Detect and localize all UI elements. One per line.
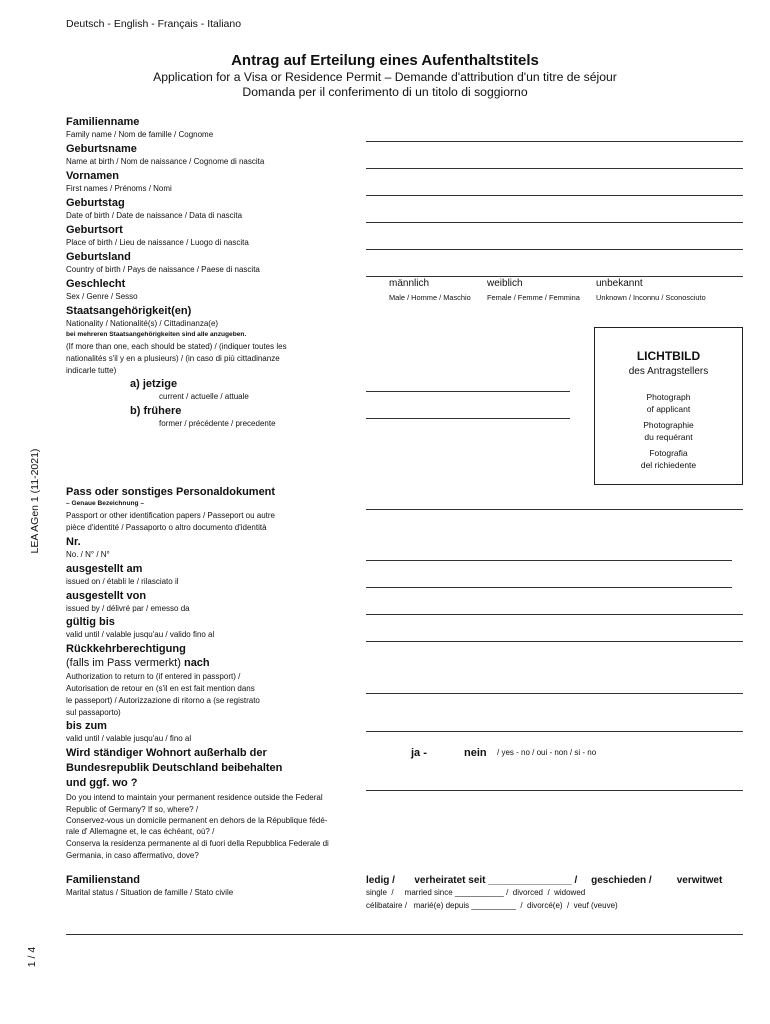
rueckkehr-translation-1: Authorization to return to (if entered in passport) / [66, 672, 241, 681]
staatsangehoerigkeit-note-3: indicarle tutte) [66, 366, 117, 375]
wohnort-field[interactable] [366, 790, 743, 791]
nationality-former-label: b) frühere [130, 405, 182, 417]
sex-option-female[interactable]: weiblich [487, 278, 523, 289]
nr-label: Nr. [66, 536, 81, 548]
ausgestellt-von-label: ausgestellt von [66, 590, 147, 602]
photo-fr-2: du requérant [644, 432, 693, 442]
photo-subtitle: des Antragstellers [628, 366, 709, 377]
geburtstag-field[interactable] [366, 222, 743, 223]
geschlecht-translation: Sex / Genre / Sesso [66, 292, 138, 301]
geburtstag-label: Geburtstag [66, 197, 125, 209]
gueltig-bis-field[interactable] [366, 641, 743, 642]
wohnort-label-1: Wird ständiger Wohnort außerhalb der [66, 747, 267, 759]
photo-box [594, 327, 743, 485]
rueckkehr-sub-text: (falls im Pass vermerkt) [66, 657, 184, 669]
geburtsname-translation: Name at birth / Nom de naissance / Cognome di nascita [66, 157, 265, 166]
familienname-translation: Family name / Nom de famille / Cognome [66, 130, 214, 139]
bis-zum-field[interactable] [366, 731, 743, 732]
yes-no-text: / yes - no / oui - non / si - no [497, 748, 597, 757]
wohnort-translation-4: rale d' Allemagne et, le cas échéant, où? / [66, 827, 215, 836]
rueckkehr-label: Rückkehrberechtigung [66, 643, 186, 655]
vornamen-field[interactable] [366, 195, 743, 196]
geburtsland-label: Geburtsland [66, 251, 131, 263]
wohnort-translation-3: Conservez-vous un domicile permanent en dehors de la République fédé- [66, 816, 328, 825]
vornamen-translation: First names / Prénoms / Nomi [66, 184, 172, 193]
wohnort-label-3: und ggf. wo ? [66, 777, 138, 789]
ausgestellt-von-field[interactable] [366, 614, 743, 615]
sex-option-female-translation: Female / Femme / Femmina [487, 293, 580, 302]
geburtsort-field[interactable] [366, 249, 743, 250]
wohnort-translation-1: Do you intend to maintain your permanent residence outside the Federal [66, 793, 323, 802]
staatsangehoerigkeit-note-de: bei mehreren Staatsangehörigkeiten sind alle anzugeben. [66, 331, 247, 338]
geschlecht-label: Geschlecht [66, 278, 126, 290]
language-selector[interactable]: Deutsch - English - Français - Italiano [66, 18, 242, 30]
ausgestellt-am-translation: issued on / établi le / rilasciato il [66, 577, 179, 586]
nationality-current-field[interactable] [366, 391, 570, 392]
familienstand-translation: Marital status / Situation de famille / Stato civile [66, 888, 234, 897]
photo-en-1: Photograph [646, 392, 691, 402]
gueltig-bis-translation: valid until / valable jusqu'au / valido fino al [66, 630, 215, 639]
geburtsname-label: Geburtsname [66, 143, 137, 155]
form-code: LEA AGen 1 (11-2021) [29, 448, 41, 554]
rueckkehr-sub-bold: nach [183, 657, 210, 669]
wohnort-label-2: Bundesrepublik Deutschland beibehalten [66, 762, 283, 774]
nr-field[interactable] [366, 560, 732, 561]
staatsangehoerigkeit-translation: Nationality / Nationalité(s) / Cittadinanza(e) [66, 319, 219, 328]
geburtsort-translation: Place of birth / Lieu de naissance / Luogo di nascita [66, 238, 249, 247]
rueckkehr-translation-2: Autorisation de retour en (s'il en est fait mention dans [66, 684, 255, 693]
marital-options-fr: célibataire / marié(e) depuis __________ / divorcé(e) / veuf (veuve) [366, 901, 618, 910]
nationality-current-label: a) jetzige [130, 378, 178, 390]
familienname-label: Familienname [66, 116, 140, 128]
geburtsland-translation: Country of birth / Pays de naissance / Paese di nascita [66, 265, 260, 274]
ausgestellt-am-field[interactable] [366, 587, 732, 588]
vornamen-label: Vornamen [66, 170, 119, 182]
bis-zum-translation: valid until / valable jusqu'au / fino al [66, 734, 192, 743]
photo-it-1: Fotografia [649, 448, 688, 458]
rueckkehr-translation-4: sul passaporto) [66, 708, 121, 717]
marital-options-de[interactable]: ledig / verheiratet seit _______________ / geschieden / verwitwet [366, 875, 723, 886]
wohnort-yes-no-translation [497, 748, 596, 757]
bis-zum-label: bis zum [66, 720, 107, 732]
sex-option-unknown[interactable]: unbekannt [596, 278, 643, 289]
photo-en-2: of applicant [646, 404, 691, 414]
nationality-former-field[interactable] [366, 418, 570, 419]
gueltig-bis-label: gültig bis [66, 616, 115, 628]
nationality-current-translation: current / actuelle / attuale [159, 392, 249, 401]
geburtsland-field[interactable] [366, 276, 743, 277]
wohnort-yes-option[interactable]: ja - [411, 747, 427, 759]
familienstand-label: Familienstand [66, 874, 140, 886]
ausgestellt-am-label: ausgestellt am [66, 563, 143, 575]
photo-it-2: del richiedente [640, 460, 697, 470]
rueckkehr-field[interactable] [366, 693, 743, 694]
photo-fr-1: Photographie [643, 420, 694, 430]
pass-translation-2: pièce d'identité / Passaporto o altro documento d'identità [66, 523, 267, 532]
wohnort-translation-2: Republic of Germany? If so, where? / [66, 805, 199, 814]
pass-genau: – Genaue Bezeichnung – [66, 500, 145, 507]
form-subtitle-1: Application for a Visa or Residence Permit – Demande d'attribution d'un titre de séjour [153, 70, 617, 84]
pass-translation-1: Passport or other identification papers / Passeport ou autre [66, 511, 276, 520]
sex-option-unknown-translation: Unknown / Inconnu / Sconosciuto [596, 293, 706, 302]
nr-translation: No. / N° / N° [66, 550, 110, 559]
sex-option-male[interactable]: männlich [389, 278, 430, 289]
pass-field[interactable] [366, 509, 743, 510]
form-title: Antrag auf Erteilung eines Aufenthaltstitels [231, 52, 539, 69]
marital-options-en: single / married since ___________ / divorced / widowed [366, 888, 586, 897]
geburtstag-translation: Date of birth / Date de naissance / Data di nascita [66, 211, 243, 220]
staatsangehoerigkeit-note-1: (If more than one, each should be stated) / (indiquer toutes les [66, 342, 287, 351]
familienname-field[interactable] [366, 141, 743, 142]
geburtsort-label: Geburtsort [66, 224, 123, 236]
staatsangehoerigkeit-note-2: nationalités s'il y en a plusieurs) / (in caso di più cittadinanze [66, 354, 280, 363]
staatsangehoerigkeit-label: Staatsangehörigkeit(en) [66, 305, 192, 317]
wohnort-no-option[interactable]: nein [464, 747, 487, 759]
page-number: 1 / 4 [26, 946, 38, 968]
wohnort-translation-5: Conserva la residenza permanente al di fuori della Repubblica Federale di [66, 839, 329, 848]
bottom-divider [66, 934, 743, 935]
pass-label: Pass oder sonstiges Personaldokument [66, 486, 276, 498]
wohnort-translation-6: Germania, in caso affermativo, dove? [66, 851, 199, 860]
nationality-former-translation: former / précédente / precedente [159, 419, 276, 428]
rueckkehr-translation-3: le passeport) / Autorizzazione di ritorno a (se registrato [66, 696, 260, 705]
rueckkehr-sub [66, 657, 210, 669]
geburtsname-field[interactable] [366, 168, 743, 169]
photo-title: LICHTBILD [636, 349, 701, 363]
form-subtitle-2: Domanda per il conferimento di un titolo di soggiorno [242, 85, 528, 99]
sex-option-male-translation: Male / Homme / Maschio [389, 293, 471, 302]
ausgestellt-von-translation: issued by / délivré par / emesso da [66, 604, 190, 613]
